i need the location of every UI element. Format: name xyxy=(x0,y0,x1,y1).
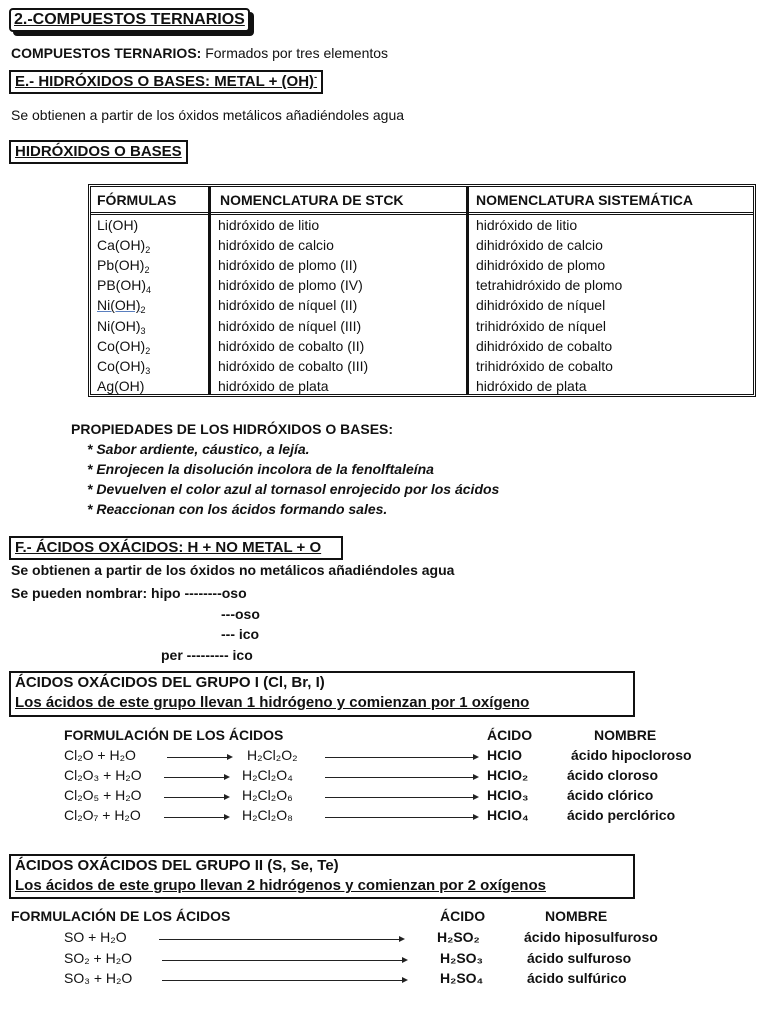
property-item: * Sabor ardiente, cáustico, a lejía. xyxy=(87,441,310,457)
arrow-icon xyxy=(164,817,228,818)
systematic-name-cell: hidróxido de plata xyxy=(476,377,587,394)
formula-text: Co(OH) xyxy=(97,337,146,354)
reaction-reactants: Cl₂O₅ + H₂O xyxy=(64,787,142,803)
formula-text: Ca(OH) xyxy=(97,237,146,254)
stock-name-cell: hidróxido de cobalto (II) xyxy=(218,337,365,354)
formula-text: Ni(OH) xyxy=(97,317,141,334)
section-e-heading xyxy=(9,70,323,94)
superscript-minus: - xyxy=(314,72,318,82)
systematic-name-cell: hidróxido de litio xyxy=(476,217,578,233)
acid-name: ácido perclórico xyxy=(567,807,676,823)
formula-text: Ni(OH) xyxy=(97,297,141,314)
group1-col-acid: ÁCIDO xyxy=(487,727,533,743)
stock-name-cell: hidróxido de plomo (II) xyxy=(218,257,358,274)
acid-name: ácido hiposulfuroso xyxy=(524,929,658,945)
stock-name-cell: hidróxido de plomo (IV) xyxy=(218,277,363,294)
arrow-icon xyxy=(167,757,231,758)
section-e-heading-text: E.- HIDRÓXIDOS O BASES: METAL + (OH) xyxy=(15,73,315,90)
formula-cell xyxy=(97,215,138,235)
hydroxides-subheading xyxy=(9,140,188,164)
acid-name: ácido sulfúrico xyxy=(527,970,627,986)
formula-subscript: 2 xyxy=(144,265,150,276)
stock-name-cell: hidróxido de cobalto (III) xyxy=(218,357,369,374)
section-f-heading-text: F.- ÁCIDOS OXÁCIDOS: H + NO METAL + O xyxy=(15,539,322,556)
reaction-intermediate: H₂Cl₂O₂ xyxy=(247,747,298,763)
group1-col-name: NOMBRE xyxy=(594,727,657,743)
page-title-text: 2.-COMPUESTOS TERNARIOS xyxy=(14,11,245,28)
header-systematic: NOMENCLATURA SISTEMÁTICA xyxy=(476,192,693,208)
acid-name: ácido cloroso xyxy=(567,767,659,783)
group2-subtitle: Los ácidos de este grupo llevan 2 hidrógenos y comienzan por 2 oxígenos xyxy=(15,877,546,894)
formula-subscript: 3 xyxy=(145,365,151,376)
reaction-reactants: Cl₂O + H₂O xyxy=(64,747,136,763)
acid-formula: H₂SO₄ xyxy=(440,970,484,986)
group1-subtitle: Los ácidos de este grupo llevan 1 hidrógeno y comienzan por 1 oxígeno xyxy=(15,694,530,711)
hydroxides-subheading-text: HIDRÓXIDOS O BASES xyxy=(15,143,182,160)
formula-cell xyxy=(97,356,150,376)
formula-cell xyxy=(97,235,150,255)
property-item: * Enrojecen la disolución incolora de la fenolftaleína xyxy=(87,461,434,477)
systematic-name-cell: dihidróxido de cobalto xyxy=(476,337,613,354)
reaction-intermediate: H₂Cl₂O₆ xyxy=(242,787,293,803)
group1-col-formulation: FORMULACIÓN DE LOS ÁCIDOS xyxy=(64,727,284,743)
property-item: * Reaccionan con los ácidos formando sales. xyxy=(87,501,388,517)
acid-name: ácido sulfuroso xyxy=(527,949,632,966)
systematic-name-cell: dihidróxido de níquel xyxy=(476,297,606,314)
group2-col-acid: ÁCIDO xyxy=(440,908,486,924)
arrow-icon xyxy=(162,980,406,981)
reaction-reactants: Cl₂O₃ + H₂O xyxy=(64,767,142,783)
systematic-name-cell: tetrahidróxido de plomo xyxy=(476,277,623,294)
formula-subscript: 2 xyxy=(145,345,151,356)
acid-formula: HClO₄ xyxy=(487,807,529,823)
stock-name-cell: hidróxido de níquel (III) xyxy=(218,317,362,334)
section-f-heading xyxy=(9,536,343,560)
formula-cell xyxy=(97,336,150,356)
systematic-name-cell: dihidróxido de calcio xyxy=(476,237,603,254)
formula-cell xyxy=(97,295,146,315)
header-formulas: FÓRMULAS xyxy=(97,192,177,208)
arrow-icon xyxy=(325,757,477,758)
acid-formula: HClO xyxy=(487,747,522,763)
acid-formula: H₂SO₃ xyxy=(440,949,484,966)
arrow-icon xyxy=(164,797,228,798)
formula-text: Pb(OH) xyxy=(97,257,145,274)
group2-title: ÁCIDOS OXÁCIDOS DEL GRUPO II (S, Se, Te) xyxy=(15,857,339,874)
stock-name-cell: hidróxido de níquel (II) xyxy=(218,297,358,314)
formula-cell xyxy=(97,316,146,336)
group2-col-name: NOMBRE xyxy=(545,908,608,924)
arrow-icon xyxy=(159,939,403,940)
naming-rule-label: Se pueden nombrar: hipo --------oso xyxy=(11,585,247,601)
properties-title: PROPIEDADES DE LOS HIDRÓXIDOS O BASES: xyxy=(71,421,394,437)
formula-text: Ag(OH) xyxy=(97,377,145,394)
section-f-description: Se obtienen a partir de los óxidos no metálicos añadiéndoles agua xyxy=(11,562,455,578)
reaction-reactants: SO₃ + H₂O xyxy=(64,970,133,986)
naming-rule-line: --- ico xyxy=(221,626,260,642)
hydroxides-table xyxy=(88,184,756,397)
systematic-name-cell: trihidróxido de cobalto xyxy=(476,357,613,374)
acid-formula: HClO₃ xyxy=(487,787,529,803)
naming-rule-line: per --------- ico xyxy=(161,647,253,663)
intro-line xyxy=(11,45,388,61)
property-item: * Devuelven el color azul al tornasol enrojecido por los ácidos xyxy=(87,481,500,497)
formula-text: Co(OH) xyxy=(97,357,146,374)
stock-name-cell: hidróxido de calcio xyxy=(218,237,334,254)
formula-text: PB(OH) xyxy=(97,277,146,294)
acid-formula: H₂SO₂ xyxy=(437,929,480,945)
acid-name: ácido clórico xyxy=(567,787,654,803)
intro-text: Formados por tres elementos xyxy=(201,45,389,61)
formula-text: Li(OH) xyxy=(97,217,139,233)
group1-title: ÁCIDOS OXÁCIDOS DEL GRUPO I (Cl, Br, I) xyxy=(15,674,325,691)
group2-box xyxy=(9,854,635,899)
formula-cell xyxy=(97,376,144,396)
reaction-reactants: Cl₂O₇ + H₂O xyxy=(64,807,141,823)
column-divider xyxy=(466,187,469,394)
stock-name-cell: hidróxido de plata xyxy=(218,377,329,394)
systematic-name-cell: trihidróxido de níquel xyxy=(476,317,606,334)
page-title xyxy=(9,8,250,32)
group1-box xyxy=(9,671,635,717)
section-e-description: Se obtienen a partir de los óxidos metálicos añadiéndoles agua xyxy=(11,107,405,123)
reaction-reactants: SO₂ + H₂O xyxy=(64,949,133,966)
arrow-icon xyxy=(325,777,477,778)
formula-cell xyxy=(97,275,151,295)
acid-formula: HClO₂ xyxy=(487,767,529,783)
group2-col-formulation: FORMULACIÓN DE LOS ÁCIDOS xyxy=(11,908,231,924)
intro-label: COMPUESTOS TERNARIOS: xyxy=(11,45,202,61)
acid-name: ácido hipocloroso xyxy=(571,747,692,763)
systematic-name-cell: dihidróxido de plomo xyxy=(476,257,606,274)
formula-subscript: 4 xyxy=(146,285,152,296)
stock-name-cell: hidróxido de litio xyxy=(218,217,320,233)
header-stock: NOMENCLATURA DE STCK xyxy=(220,192,404,208)
column-divider xyxy=(208,187,211,394)
arrow-icon xyxy=(325,817,477,818)
formula-cell xyxy=(97,255,149,275)
reaction-intermediate: H₂Cl₂O₄ xyxy=(242,767,293,783)
reaction-intermediate: H₂Cl₂O₈ xyxy=(242,807,293,823)
formula-subscript: 3 xyxy=(140,325,146,336)
naming-rule-line: ---oso xyxy=(221,606,260,622)
arrow-icon xyxy=(162,960,406,961)
arrow-icon xyxy=(164,777,228,778)
formula-subscript: 2 xyxy=(145,245,151,256)
formula-subscript: 2 xyxy=(140,305,146,316)
reaction-reactants: SO + H₂O xyxy=(64,929,127,945)
arrow-icon xyxy=(325,797,477,798)
